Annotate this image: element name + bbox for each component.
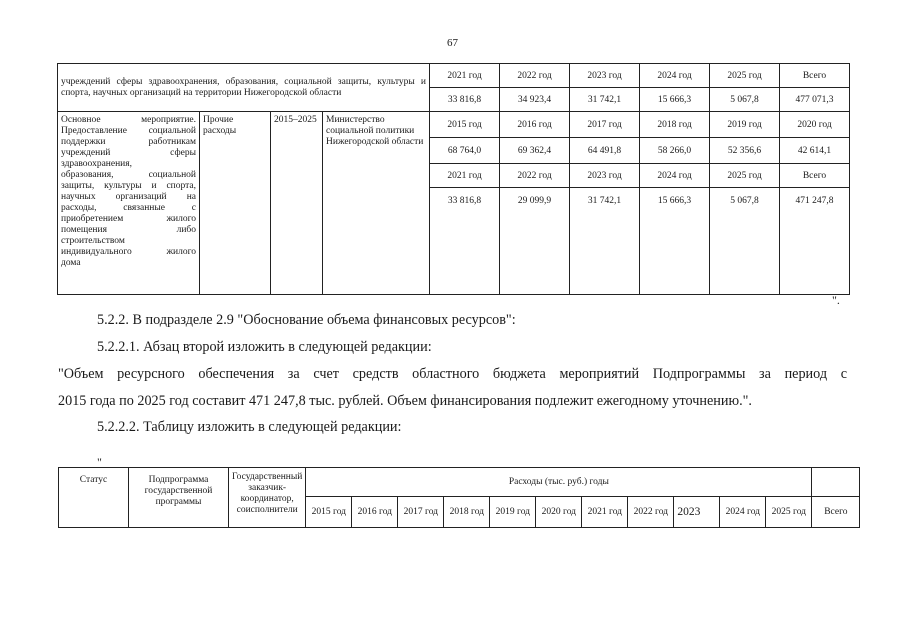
expenses-header: Расходы (тыс. руб.) годы xyxy=(306,468,812,497)
year-cell: 2020 год xyxy=(780,112,850,138)
year-header: 2024 год xyxy=(720,497,766,528)
year-cell: 2024 год xyxy=(640,64,710,88)
opening-quote: " xyxy=(97,455,102,469)
year-cell: 2022 год xyxy=(500,164,570,188)
customer-header: Государственный заказчик-координатор, соисполнители xyxy=(229,468,306,528)
value-cell: 68 764,0 xyxy=(430,138,500,164)
value-cell: 31 742,1 xyxy=(570,88,640,112)
value-cell: 52 356,6 xyxy=(710,138,780,164)
total-value-cell: 477 071,3 xyxy=(780,88,850,112)
paragraph-5-2-2-2: 5.2.2.2. Таблицу изложить в следующей редакции: xyxy=(97,419,402,435)
subprogram-header: Подпрограмма государственной программы xyxy=(129,468,229,528)
year-cell: 2023 год xyxy=(570,64,640,88)
subprogram-funding-table-continued xyxy=(57,63,850,295)
year-header: 2020 год xyxy=(536,497,582,528)
value-cell: 58 266,0 xyxy=(640,138,710,164)
year-cell: 2023 год xyxy=(570,164,640,188)
year-cell: 2024 год xyxy=(640,164,710,188)
year-header: 2015 год xyxy=(306,497,352,528)
closing-quote: ". xyxy=(832,293,840,307)
value-cell: 69 362,4 xyxy=(500,138,570,164)
year-cell: 2015 год xyxy=(430,112,500,138)
year-header: 2018 год xyxy=(444,497,490,528)
expense-type: Прочие расходы xyxy=(200,112,271,295)
value-cell: 33 816,8 xyxy=(430,88,500,112)
year-header: 2017 год xyxy=(398,497,444,528)
quoted-paragraph-line-2: 2015 года по 2025 год составит 471 247,8 тыс. рублей. Объем финансирования подлежит ежегодному уточнению.". xyxy=(58,393,752,409)
year-header: 2021 год xyxy=(582,497,628,528)
value-cell: 5 067,8 xyxy=(710,88,780,112)
year-header: 2016 год xyxy=(352,497,398,528)
year-cell: 2017 год xyxy=(570,112,640,138)
resource-table-header xyxy=(58,467,860,528)
paragraph-5-2-2-1: 5.2.2.1. Абзац второй изложить в следующей редакции: xyxy=(97,339,432,355)
year-cell: 2025 год xyxy=(710,164,780,188)
year-header: 2019 год xyxy=(490,497,536,528)
value-cell: 5 067,8 xyxy=(710,188,780,295)
total-label-cell: Всего xyxy=(780,64,850,88)
measure-description: Основное мероприятие. Предоставление социальной поддержки работникам учреждений сферы здравоохранения, образования, социальной защиты, культуры и спорта, научных организаций на расходы, связанные с приобретением жилого помещения либо строительством индивидуального жилого дома xyxy=(58,112,200,295)
paragraph-5-2-2: 5.2.2. В подразделе 2.9 "Обоснование объема финансовых ресурсов": xyxy=(97,312,516,328)
total-label-cell: Всего xyxy=(780,164,850,188)
year-cell: 2016 год xyxy=(500,112,570,138)
year-cell: 2018 год xyxy=(640,112,710,138)
status-header: Статус xyxy=(59,468,129,528)
value-cell: 29 099,9 xyxy=(500,188,570,295)
implementation-period: 2015–2025 xyxy=(271,112,323,295)
year-cell: 2025 год xyxy=(710,64,780,88)
total-header: Всего xyxy=(812,497,860,528)
value-cell: 15 666,3 xyxy=(640,88,710,112)
value-cell: 42 614,1 xyxy=(780,138,850,164)
page-number: 67 xyxy=(447,37,458,49)
year-header: 2023 xyxy=(674,497,720,528)
value-cell: 34 923,4 xyxy=(500,88,570,112)
year-cell: 2019 год xyxy=(710,112,780,138)
year-cell: 2021 год xyxy=(430,164,500,188)
year-header: 2025 год xyxy=(766,497,812,528)
quoted-paragraph-line-1: "Объем ресурсного обеспечения за счет средств областного бюджета мероприятий Подпрограммы за период с xyxy=(58,366,847,382)
responsible-executor: Министерство социальной политики Нижегородской области xyxy=(323,112,430,295)
total-value-cell: 471 247,8 xyxy=(780,188,850,295)
year-cell: 2021 год xyxy=(430,64,500,88)
value-cell: 33 816,8 xyxy=(430,188,500,295)
continued-description: учреждений сферы здравоохранения, образования, социальной защиты, культуры и спорта, научных организаций на территории Нижегородской области xyxy=(58,64,430,112)
empty-header-cell xyxy=(812,468,860,497)
year-header: 2022 год xyxy=(628,497,674,528)
year-cell: 2022 год xyxy=(500,64,570,88)
value-cell: 15 666,3 xyxy=(640,188,710,295)
value-cell: 64 491,8 xyxy=(570,138,640,164)
value-cell: 31 742,1 xyxy=(570,188,640,295)
